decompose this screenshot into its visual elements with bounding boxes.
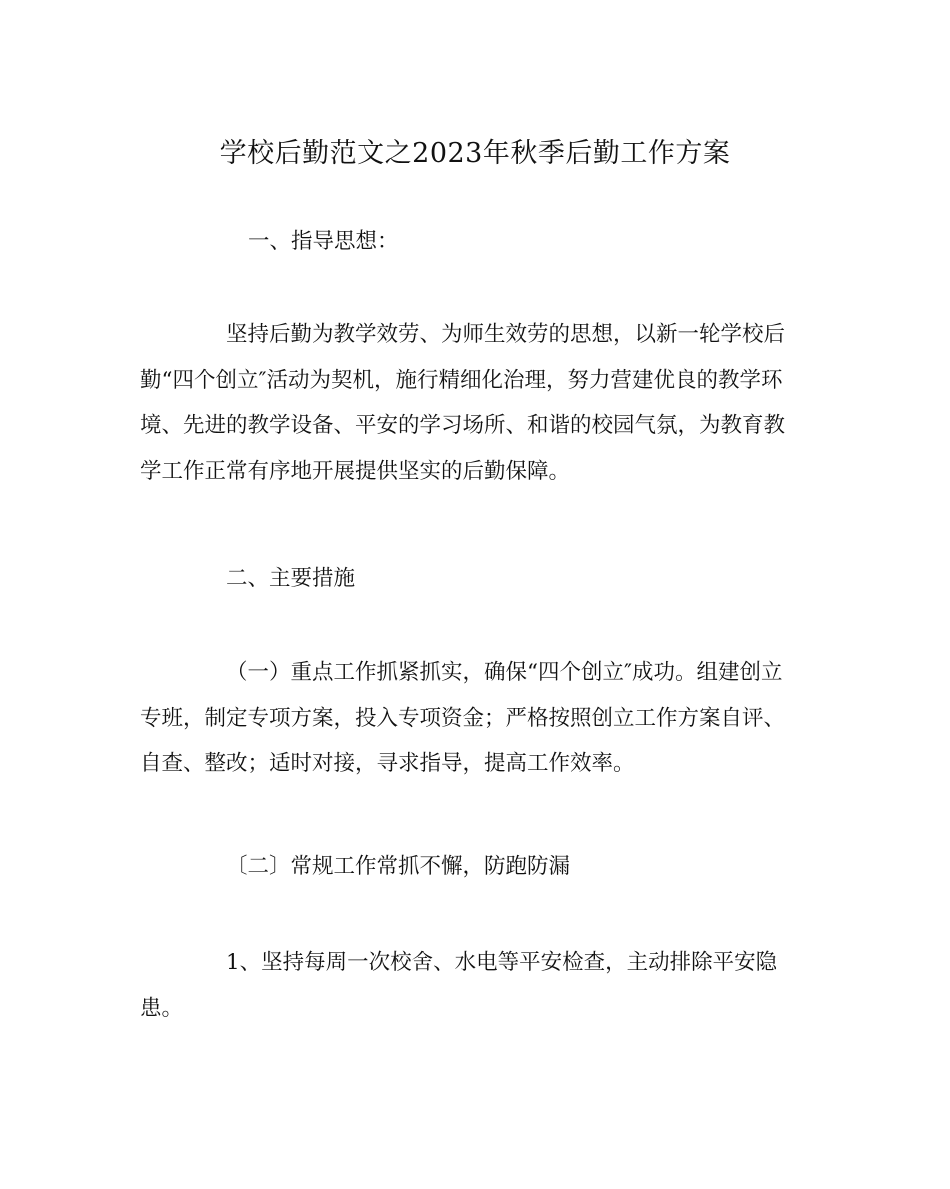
paragraph-line: 1、坚持每周一次校舍、水电等平安检查，主动排除平安隐 <box>226 950 778 975</box>
section-heading-main-measures: 二、主要措施 <box>226 566 356 591</box>
paragraph-line: 自查、整改；适时对接，寻求指导，提高工作效率。 <box>140 751 635 776</box>
paragraph-line: 境、先进的教学设备、平安的学习场所、和谐的校园气氛，为教育教 <box>140 413 786 438</box>
section-heading-guiding-ideology: 一、指导思想： <box>248 229 399 254</box>
paragraph-key-work <box>140 650 810 787</box>
subsection-heading-routine-work: 〔二〕常规工作常抓不懈，防跑防漏 <box>226 854 571 879</box>
list-item-safety-check <box>140 940 810 1031</box>
paragraph-line: 勤“四个创立″活动为契机，施行精细化治理，努力营建优良的教学环 <box>140 367 783 393</box>
paragraph-line: 学工作正常有序地开展提供坚实的后勤保障。 <box>140 458 571 484</box>
document-title: 学校后勤范文之2023年秋季后勤工作方案 <box>219 138 731 169</box>
paragraph-line: 坚持后勤为教学效劳、为师生效劳的思想，以新一轮学校后 <box>226 322 786 347</box>
paragraph-guiding-ideology <box>140 312 810 494</box>
paragraph-line: 专班，制定专项方案，投入专项资金；严格按照创立工作方案自评、 <box>140 705 786 731</box>
paragraph-line: （一）重点工作抓紧抓实，确保“四个创立″成功。组建创立 <box>226 660 783 685</box>
paragraph-line: 患。 <box>140 995 184 1021</box>
